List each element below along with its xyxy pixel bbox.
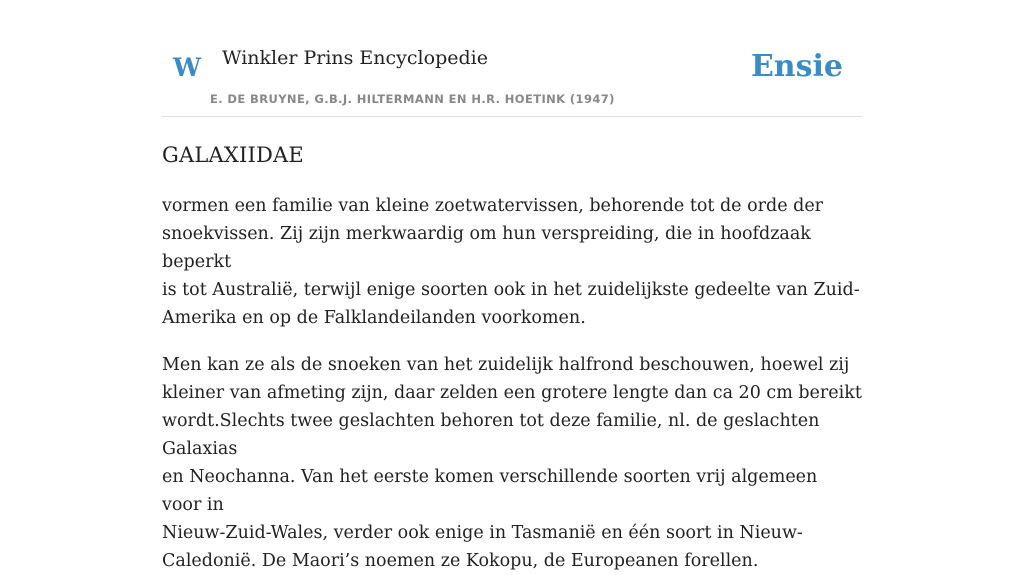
article-paragraph-2: Men kan ze als de snoeken van het zuidelijk halfrond beschouwen, hoewel zij kleiner van afmeting zijn, daar zelden een grotere lengte dan ca 20 cm bereikt wordt.Slechts twee geslachten behoren tot deze familie, nl. de geslachten Galaxias en Neochanna. Van het eerste komen verschillende soorten vrij algemeen voor in Nieuw-Zuid-Wales, verder ook enige in Tasmanië en één soort in Nieuw- Caledonië. De Maori’s noemen ze Kokopu, de Europeanen forellen. <box>162 355 862 571</box>
site-header <box>162 40 862 117</box>
article <box>162 141 862 575</box>
winkler-prins-logo-icon[interactable]: W <box>173 53 202 82</box>
article-title: GALAXIIDAE <box>162 143 304 167</box>
site-title[interactable]: Winkler Prins Encyclopedie <box>222 47 488 69</box>
article-paragraph-1: vormen een familie van kleine zoetwatervissen, behorende tot de orde der snoekvissen. Zij zijn merkwaardig om hun verspreiding, die in hoofdzaak beperkt is tot Australië, terwijl enige soorten ook in het zuidelijkste gedeelte van Zuid- Amerika en op de Falklandeilanden voorkomen. <box>162 196 860 328</box>
ensie-brand-link[interactable]: Ensie <box>750 49 843 84</box>
site-authors: E. DE BRUYNE, G.B.J. HILTERMANN EN H.R. HOETINK (1947) <box>210 92 615 106</box>
